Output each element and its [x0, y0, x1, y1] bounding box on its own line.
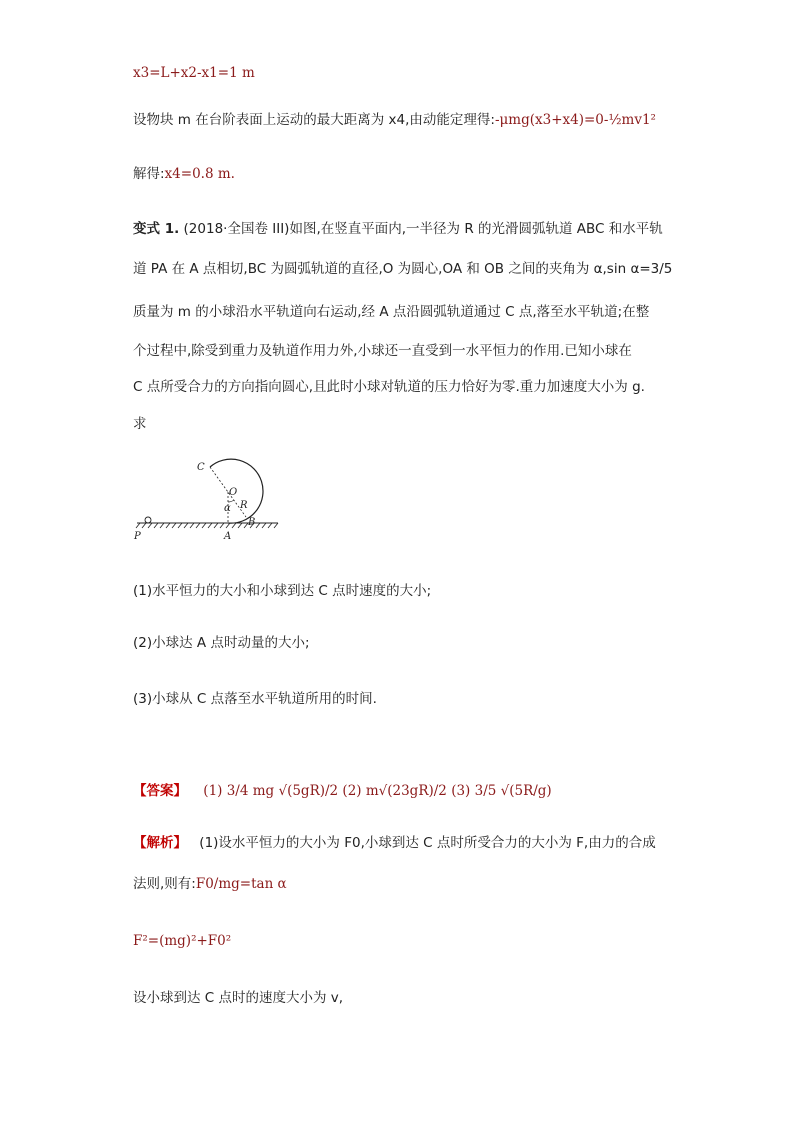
answer-line: [133, 781, 552, 801]
last-line: 设小球到达 C 点时的速度大小为 v,: [133, 990, 344, 1006]
solution-line: [133, 164, 235, 184]
para-x4-intro: 设物块 m 在台阶表面上运动的最大距离为 x4,由动能定理得:: [133, 112, 495, 128]
label-r: R: [240, 500, 248, 511]
problem-line-6: 求: [133, 416, 147, 432]
eq-x3: x3=L+x2-x1=1 m: [133, 65, 255, 81]
problem-line-1: [133, 219, 663, 239]
ground-hatch: [136, 523, 278, 528]
problem-line-2: 道 PA 在 A 点相切,BC 为圆弧轨道的直径,O 为圆心,OA 和 OB 之间的夹角为 α,sin α=3/5: [133, 261, 673, 277]
question-1: (1)水平恒力的大小和小球到达 C 点时速度的大小;: [133, 583, 432, 599]
label-b: B: [248, 517, 256, 528]
label-p: P: [134, 531, 141, 542]
analysis-label: 【解析】: [133, 835, 187, 851]
para-x4: [133, 110, 656, 130]
label-o: O: [229, 487, 238, 498]
analysis-line-1-text: (1)设水平恒力的大小为 F0,小球到达 C 点时所受合力的大小为 F,由力的合成: [199, 835, 656, 851]
problem-line-5: C 点所受合力的方向指向圆心,且此时小球对轨道的压力恰好为零.重力加速度大小为 g.: [133, 379, 645, 395]
solution-prefix: 解得:: [133, 166, 165, 182]
track-diagram: [130, 450, 290, 550]
analysis-line-2-text: 法则,则有:: [133, 876, 196, 892]
variant-label: 变式 1.: [133, 221, 180, 237]
ball: [145, 517, 151, 523]
answer-text: (1) 3/4 mg √(5gR)/2 (2) m√(23gR)/2 (3) 3/5 √(5R/g): [203, 783, 552, 799]
angle-arc: [228, 500, 234, 502]
analysis-line-1: [133, 833, 656, 853]
label-c: C: [197, 462, 205, 473]
label-a: A: [224, 531, 232, 542]
eq-x4: x4=0.8 m.: [164, 166, 235, 182]
problem-line-3: 质量为 m 的小球沿水平轨道向右运动,经 A 点沿圆弧轨道通过 C 点,落至水平轨道;在整: [133, 304, 650, 320]
analysis-line-2: [133, 874, 287, 894]
eq-energy: -μmg(x3+x4)=0-½mv1²: [494, 112, 656, 128]
eq-tan: F0/mg=tan α: [195, 876, 287, 892]
answer-label: 【答案】: [133, 783, 187, 799]
problem-line-4: 个过程中,除受到重力及轨道作用力外,小球还一直受到一水平恒力的作用.已知小球在: [133, 343, 632, 359]
question-2: (2)小球达 A 点时动量的大小;: [133, 635, 310, 651]
problem-line-1-text: (2018·全国卷 III)如图,在竖直平面内,一半径为 R 的光滑圆弧轨道 ABC 和水平轨: [183, 221, 663, 237]
question-3: (3)小球从 C 点落至水平轨道所用的时间.: [133, 691, 377, 707]
label-alpha: α: [224, 503, 231, 514]
eq-f2: F²=(mg)²+F0²: [133, 933, 232, 949]
